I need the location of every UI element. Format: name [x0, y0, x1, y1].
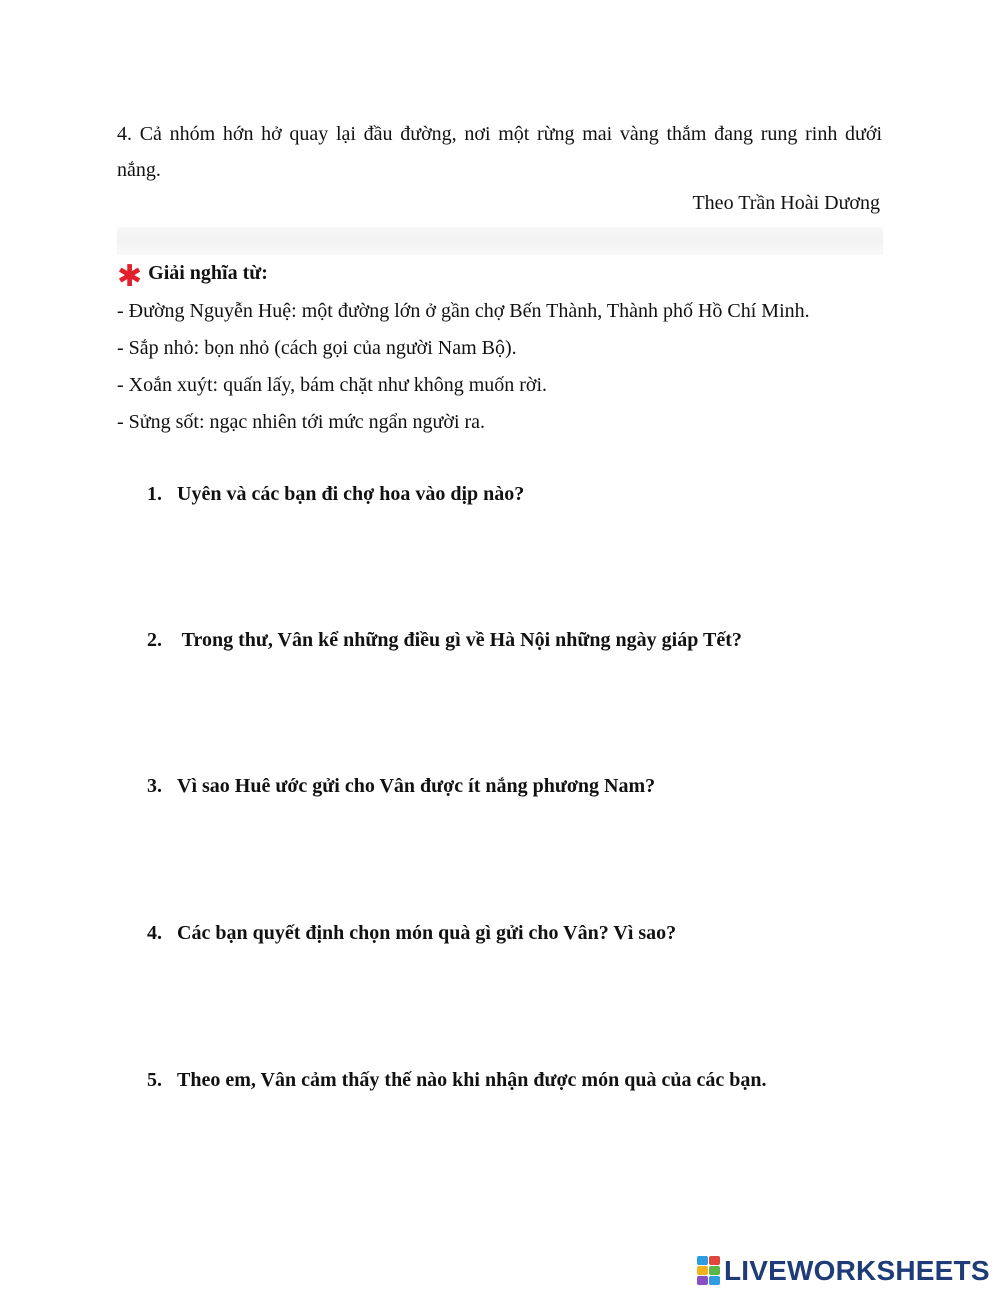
question-number: 5.	[147, 1069, 162, 1091]
question-number: 2.	[147, 629, 162, 651]
question-number: 4.	[147, 922, 162, 944]
question-3	[147, 771, 655, 801]
question-1	[147, 479, 524, 509]
question-text: Vì sao Huê ước gửi cho Vân được ít nắng phương Nam?	[177, 775, 656, 797]
liveworksheets-logo-icon	[697, 1256, 721, 1286]
question-text: Trong thư, Vân kể những điều gì về Hà Nội những ngày giáp Tết?	[177, 629, 742, 651]
logo-tile	[697, 1266, 708, 1275]
question-2	[147, 625, 742, 655]
logo-tile	[709, 1266, 720, 1275]
story-paragraph: 4. Cả nhóm hớn hở quay lại đầu đường, nơi một rừng mai vàng thắm đang rung rinh dưới nắng.	[117, 123, 882, 181]
logo-tile	[709, 1256, 720, 1265]
asterisk-icon: ✱	[117, 259, 143, 294]
question-4	[147, 918, 676, 948]
divider-band	[117, 227, 883, 255]
glossary-item: - Xoắn xuýt: quấn lấy, bám chặt như không muốn rời.	[117, 374, 548, 396]
question-number: 3.	[147, 775, 162, 797]
glossary-item: - Sắp nhỏ: bọn nhỏ (cách gọi của người Nam Bộ).	[117, 337, 517, 359]
glossary-list	[117, 296, 810, 444]
question-number: 1.	[147, 483, 162, 505]
question-text: Theo em, Vân cảm thấy thế nào khi nhận được món quà của các bạn.	[177, 1069, 767, 1091]
liveworksheets-brand	[697, 1253, 990, 1289]
glossary-heading	[117, 258, 268, 294]
glossary-heading-text: Giải nghĩa từ:	[148, 262, 268, 284]
story-source: Theo Trần Hoài Dương	[692, 192, 880, 214]
question-text: Các bạn quyết định chọn món quà gì gửi cho Vân? Vì sao?	[177, 922, 677, 944]
logo-tile	[697, 1256, 708, 1265]
glossary-item: - Sửng sốt: ngạc nhiên tới mức ngẩn người ra.	[117, 411, 486, 433]
question-5	[147, 1065, 766, 1095]
logo-tile	[697, 1276, 708, 1285]
question-text: Uyên và các bạn đi chợ hoa vào dịp nào?	[177, 483, 525, 505]
brand-name: LIVEWORKSHEETS	[724, 1255, 990, 1286]
glossary-item: - Đường Nguyễn Huệ: một đường lớn ở gần chợ Bến Thành, Thành phố Hồ Chí Minh.	[117, 300, 810, 322]
logo-tile	[709, 1276, 720, 1285]
